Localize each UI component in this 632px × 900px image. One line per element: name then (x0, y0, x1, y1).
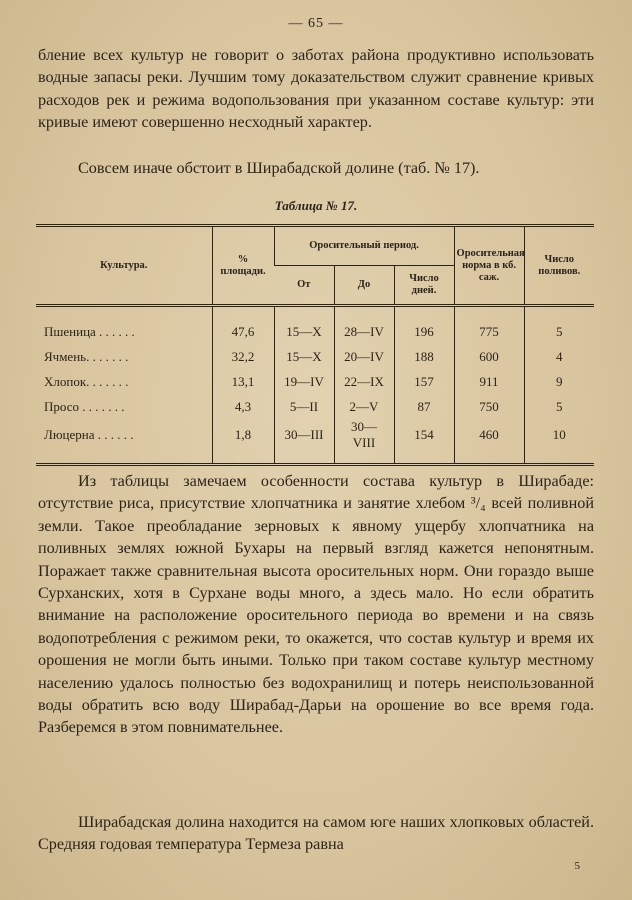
cell-percent: 4,3 (212, 394, 274, 419)
header-percent: % площади. (212, 227, 274, 306)
cell-percent: 47,6 (212, 319, 274, 344)
table-row (36, 419, 594, 451)
cell-from: 30—III (274, 419, 334, 451)
header-period: Оросительный период. (274, 227, 454, 266)
cell-percent: 32,2 (212, 344, 274, 369)
cell-days: 154 (394, 419, 454, 451)
cell-waterings: 4 (524, 344, 594, 369)
cell-days: 157 (394, 369, 454, 394)
header-days: Число дней. (394, 266, 454, 306)
cell-days: 87 (394, 394, 454, 419)
cell-from: 5—II (274, 394, 334, 419)
cell-waterings: 10 (524, 419, 594, 451)
table-row (36, 344, 594, 369)
cell-culture: Просо . . . . . . . (44, 398, 125, 414)
cell-percent: 1,8 (212, 419, 274, 451)
cell-culture: Хлопок. . . . . . . (44, 373, 129, 389)
cell-waterings: 5 (524, 394, 594, 419)
header-to: До (334, 266, 394, 306)
cell-norm: 460 (454, 419, 524, 451)
cell-to: 20—IV (334, 344, 394, 369)
header-culture: Культура. (100, 259, 148, 271)
table-17 (36, 224, 594, 466)
cell-to: 2—V (334, 394, 394, 419)
cell-to: 30—VIII (334, 419, 394, 451)
paragraph-4: Ширабадская долина находится на самом юге наших хлопковых областей. Средняя годовая температура Термеза равна (38, 813, 594, 854)
paragraph-3: Из таблицы замечаем особенности состава культур в Ширабаде: отсутствие риса, присутствие хлопчатника и занятие хлебом ³/₄ всей поливной земли. Такое преобладание зерновых к явному ущербу хлопчатника на поливных землях южной Бухары на первый взгляд кажется непонятным. Поражает также сравнительная высота оросительных норм. Они гораздо выше Сурханских, хотя в Сурхане воды много, а здесь мало. Но если обратить внимание на расположение оросительного периода во времени и на связь водопотребления с режимом реки, то окажется, что состав культур и время их орошения не могли быть иными. Только при таком составе культур местному населению удалось полностью без водохранилищ и потерь неиспользованной воды обратить всю воду Ширабад-Дарьи на орошение во все время года. Разберемся в этом повнимательнее. (38, 472, 594, 737)
table-row (36, 394, 594, 419)
header-from: От (297, 279, 311, 290)
cell-norm: 775 (454, 319, 524, 344)
cell-waterings: 5 (524, 319, 594, 344)
cell-norm: 750 (454, 394, 524, 419)
cell-from: 19—IV (274, 369, 334, 394)
header-waterings: Число поливов. (524, 227, 594, 306)
cell-culture: Люцерна . . . . . . (44, 427, 134, 442)
cell-norm: 600 (454, 344, 524, 369)
cell-days: 196 (394, 319, 454, 344)
paragraph-2: Совсем иначе обстоит в Ширабадской долине (таб. № 17). (78, 159, 480, 177)
cell-norm: 911 (454, 369, 524, 394)
cell-to: 28—IV (334, 319, 394, 344)
table-caption: Таблица № 17. (274, 198, 358, 213)
header-norm: Оросительная норма в кб. саж. (454, 227, 524, 306)
cell-culture: Ячмень. . . . . . . (44, 348, 129, 364)
cell-days: 188 (394, 344, 454, 369)
cell-culture: Пшеница . . . . . . (44, 323, 135, 339)
paragraph-1: бление всех культур не говорит о заботах района продуктивно использовать водные запасы реки. Лучшим тому доказательством служит сравнение кривых расходов рек и режима водопользования при указанном составе культур: эти кривые имеют совершенно несходный характер. (38, 46, 594, 132)
page-number: — 65 — (288, 16, 344, 31)
cell-waterings: 9 (524, 369, 594, 394)
table-row (36, 319, 594, 344)
cell-percent: 13,1 (212, 369, 274, 394)
table-row (36, 369, 594, 394)
signature-mark: 5 (574, 860, 580, 872)
cell-from: 15—X (274, 319, 334, 344)
irrigation-table (36, 227, 594, 463)
cell-from: 15—X (274, 344, 334, 369)
cell-to: 22—IX (334, 369, 394, 394)
